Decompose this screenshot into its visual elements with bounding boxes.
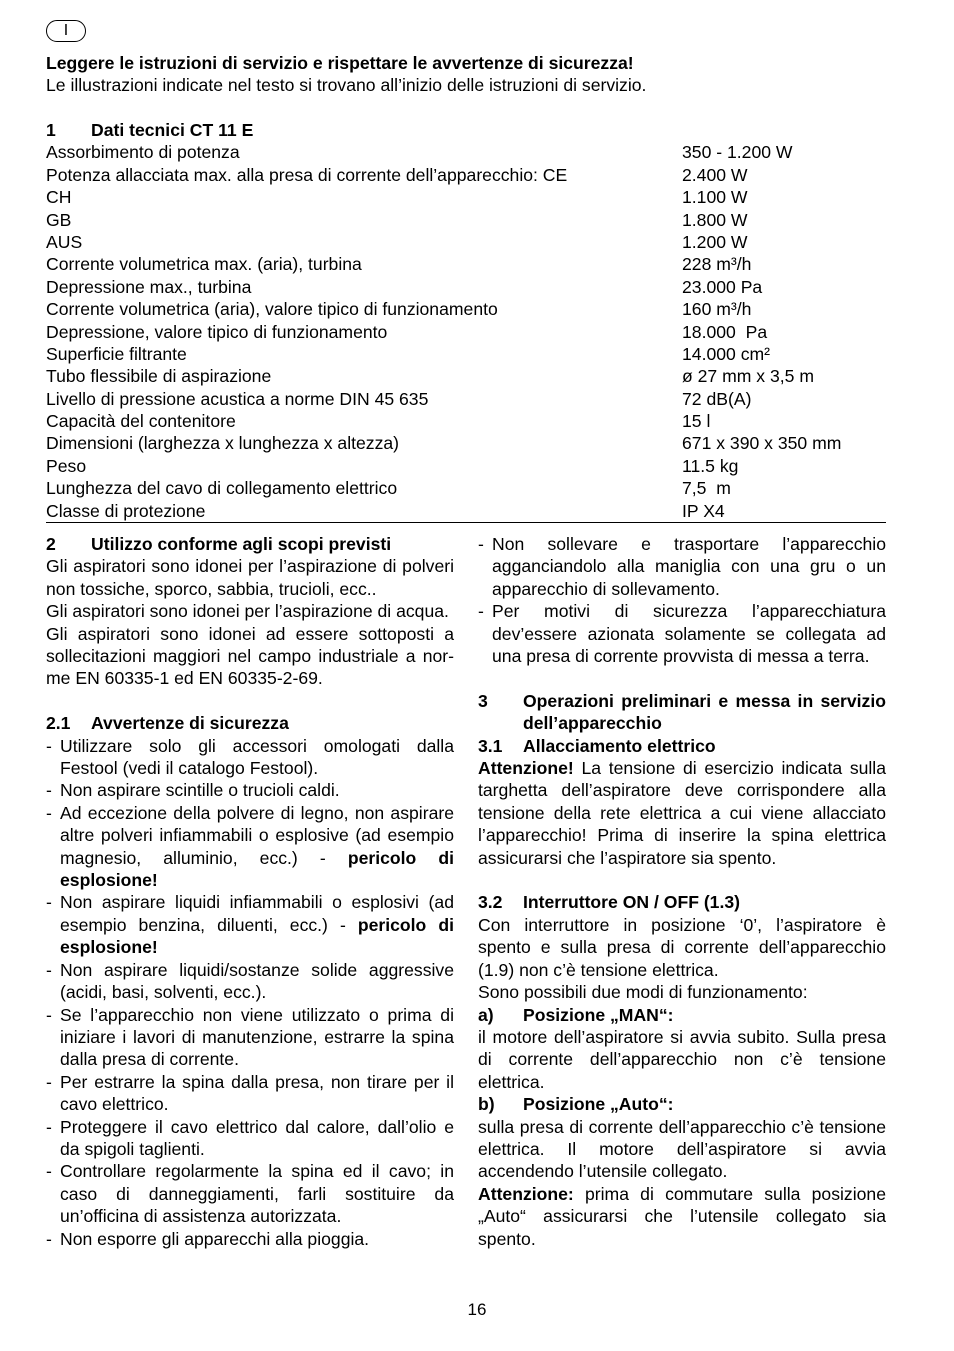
tech-row	[46, 500, 886, 522]
tech-row	[46, 164, 886, 186]
tech-label: Depressione max., turbina	[46, 276, 252, 297]
tech-value: 671 x 390 x 350 mm	[682, 433, 842, 454]
section-3-1-heading	[478, 735, 886, 757]
tech-value: 15 l	[682, 411, 711, 432]
tech-value: IP X4	[682, 500, 725, 521]
tech-row	[46, 410, 886, 432]
tech-label: AUS	[46, 231, 83, 252]
tech-value: 160 m³/h	[682, 299, 752, 320]
tech-value: 228 m³/h	[682, 254, 752, 275]
safety-item: - Non aspirare liquidi/sostanze solide aggressive (acidi, basi, solventi, ecc.).	[46, 959, 454, 1004]
mode-b-title: Posizione „Auto“:	[523, 1094, 674, 1115]
safety-item: - Proteggere il cavo elettrico dal calore, dall’olio e da spigoli taglienti.	[46, 1116, 454, 1161]
safety-item: - Per motivi di sicurezza l’apparecchiatura dev’essere azionata solamente se collegata ad una presa di corrente provvista di messa a terra.	[478, 600, 886, 667]
mode-a-text: il motore dell’aspiratore si avvia subito. Sulla presa di corrente dell’apparecchio non c’è tensione elettrica.	[478, 1026, 886, 1092]
tech-row	[46, 253, 886, 275]
tech-label: Potenza allacciata max. alla presa di corrente dell’apparecchio: CE	[46, 164, 568, 185]
section-1-title: Dati tecnici CT 11 E	[91, 120, 254, 140]
intro-note: Le illustrazioni indicate nel testo si trovano all’inizio delle istruzioni di servizio.	[46, 75, 647, 96]
tech-row	[46, 186, 886, 208]
safety-item: - Se l’apparecchio non viene utilizzato o prima di iniziare i lavori di manutenzione, estrarre la spina dalla presa di corrente.	[46, 1004, 454, 1071]
technical-data	[46, 119, 886, 522]
tech-label: CH	[46, 187, 72, 208]
section-2-1-number: 2.1	[46, 713, 71, 734]
tech-label: Assorbimento di potenza	[46, 142, 240, 163]
safety-item: - Non aspirare scintille o trucioli caldi.	[46, 779, 454, 801]
tech-label: Depressione, valore tipico di funzionamento	[46, 321, 388, 342]
tech-value: 18.000 Pa	[682, 321, 768, 342]
safety-item-warning: pericolo di esplosione!	[60, 914, 454, 958]
section-divider	[46, 522, 886, 523]
tech-value: 11.5 kg	[682, 455, 739, 476]
section-1-number: 1	[46, 120, 56, 140]
section-3-1-title: Allacciamento elettrico	[523, 735, 716, 756]
tech-label: Corrente volumetrica (aria), valore tipico di funzionamento	[46, 299, 498, 320]
attention-note	[478, 1183, 886, 1250]
safety-item-warning: pericolo di esplosione!	[60, 847, 455, 891]
tech-value: 1.200 W	[682, 231, 748, 252]
tech-row	[46, 365, 886, 387]
section-2-title: Utilizzo conforme agli scopi previsti	[91, 534, 392, 554]
technical-data-rows	[46, 141, 886, 522]
tech-row	[46, 477, 886, 499]
tech-label: GB	[46, 209, 72, 230]
safety-item: - Per estrarre la spina dalla presa, non tirare per il cavo elettrico.	[46, 1071, 454, 1116]
tech-label: Superficie filtrante	[46, 343, 187, 364]
tech-label: Corrente volumetrica max. (aria), turbina	[46, 254, 362, 275]
tech-value: 14.000 cm²	[682, 343, 771, 364]
tech-value: 1.100 W	[682, 187, 748, 208]
tech-value: 2.400 W	[682, 164, 748, 185]
tech-label: Tubo flessibile di aspirazione	[46, 366, 272, 387]
section-3-2-paragraph: Sono possibili due modi di funzionamento:	[478, 982, 808, 1003]
mode-a-title: Posizione „MAN“:	[523, 1004, 674, 1025]
tech-value: 72 dB(A)	[682, 388, 752, 409]
tech-label: Peso	[46, 455, 87, 476]
section-2-1-heading	[46, 712, 454, 734]
section-3-1-body: La tensione di esercizio indicata sulla targhetta dell’aspiratore deve corrispondere alla tensione della rete elettrica a cui viene allacciato l’apparecchio! Prima di inserire la spina elettrica assicurarsi che l’aspiratore sia spento.	[478, 758, 886, 868]
tech-value: ø 27 mm x 3,5 m	[682, 366, 814, 387]
safety-item	[46, 891, 454, 958]
safety-item	[46, 802, 454, 892]
section-3-2-paragraph: Con interruttore in posizione ‘0’, l’aspiratore è spento e sulla presa di corrente dell’apparecchio (1.9) non c’è tensione elettrica.	[478, 914, 886, 980]
tech-label: Classe di protezione	[46, 500, 206, 521]
section-3-title: Operazioni preliminari e messa in servizio dell’apparecchio	[523, 690, 886, 734]
safety-item: - Non sollevare e trasportare l’apparecchio agganciandolo alla maniglia con una gru o un apparecchio di sollevamento.	[478, 533, 886, 600]
tech-row	[46, 388, 886, 410]
mode-b-label: b)	[478, 1094, 495, 1115]
attention-label: Attenzione:	[478, 1183, 574, 1204]
section-3-2-title: Interruttore ON / OFF (1.3)	[523, 892, 741, 913]
section-2-paragraph: Gli aspiratori sono idonei per l’aspirazione di acqua.	[46, 601, 449, 622]
section-2-heading	[46, 533, 454, 555]
tech-row	[46, 209, 886, 231]
tech-row	[46, 276, 886, 298]
tech-value: 7,5 m	[682, 478, 731, 499]
tech-value: 350 - 1.200 W	[682, 142, 793, 163]
safety-item-text: Non aspirare liquidi infiammabili o esplosivi (ad esempio benzina, diluenti, ecc.) -	[60, 892, 454, 935]
section-2-paragraph: Gli aspiratori sono idonei per l’aspirazione di polveri non tossiche, sporco, sabbia, trucioli, ecc..	[46, 556, 454, 599]
tech-row	[46, 231, 886, 253]
tech-label: Dimensioni (larghezza x lunghezza x altezza)	[46, 433, 400, 454]
intro-warning: Leggere le istruzioni di servizio e rispettare le avvertenze di sicurezza!	[46, 53, 634, 73]
intro	[46, 52, 886, 97]
section-2-number: 2	[46, 534, 56, 554]
safety-item-text: Ad eccezione della polvere di legno, non aspirare altre polveri infiammabili o esplosive (ad esempio magnesio, alluminio, ecc.) -	[60, 802, 454, 868]
section-3-1-text	[478, 757, 886, 869]
page-number: 16	[467, 1300, 487, 1319]
section-3-1-number: 3.1	[478, 735, 503, 756]
left-column	[46, 533, 454, 1250]
tech-label: Lunghezza del cavo di collegamento elettrico	[46, 478, 398, 499]
tech-label: Capacità del contenitore	[46, 411, 236, 432]
tech-value: 23.000 Pa	[682, 276, 763, 297]
tech-row	[46, 432, 886, 454]
mode-a-heading	[478, 1004, 886, 1026]
mode-b-text: sulla presa di corrente dell’apparecchio c’è tensione elettrica. Il motore dell’aspiratore si avvia accendendo l’utensile collegato.	[478, 1116, 886, 1182]
tech-row	[46, 343, 886, 365]
section-3-2-heading	[478, 891, 886, 913]
section-3-2-number: 3.2	[478, 892, 503, 913]
section-3-heading	[478, 690, 886, 735]
safety-item: - Non esporre gli apparecchi alla pioggia.	[46, 1228, 454, 1250]
tech-value: 1.800 W	[682, 209, 748, 230]
tech-label: Livello di pressione acustica a norme DIN 45 635	[46, 388, 429, 409]
section-2-paragraph: Gli aspiratori sono idonei ad essere sottoposti a sollecitazioni maggiori nel campo industriale a nor-me EN 60335-1 ed EN 60335-2-69.	[46, 623, 454, 689]
mode-a-label: a)	[478, 1004, 494, 1025]
section-1-heading	[46, 119, 886, 141]
tech-row	[46, 321, 886, 343]
safety-item: - Controllare regolarmente la spina ed il cavo; in caso di danneggiamenti, farli sostituire da un’officina di assistenza autorizzata.	[46, 1160, 454, 1227]
tech-row	[46, 141, 886, 163]
section-3-number: 3	[478, 690, 489, 711]
tech-row	[46, 455, 886, 477]
language-badge: I	[46, 20, 86, 42]
section-2-1-title: Avvertenze di sicurezza	[91, 713, 289, 734]
mode-b-heading	[478, 1093, 886, 1115]
tech-row	[46, 298, 886, 320]
attention-label: Attenzione!	[478, 758, 574, 779]
attention-text: prima di commutare sulla posizione „Auto“ assicurarsi che l’utensile collegato sia spento.	[478, 1183, 886, 1249]
safety-item: - Utilizzare solo gli accessori omologati dalla Festool (vedi il catalogo Festool).	[46, 735, 454, 780]
right-column	[478, 533, 886, 1250]
